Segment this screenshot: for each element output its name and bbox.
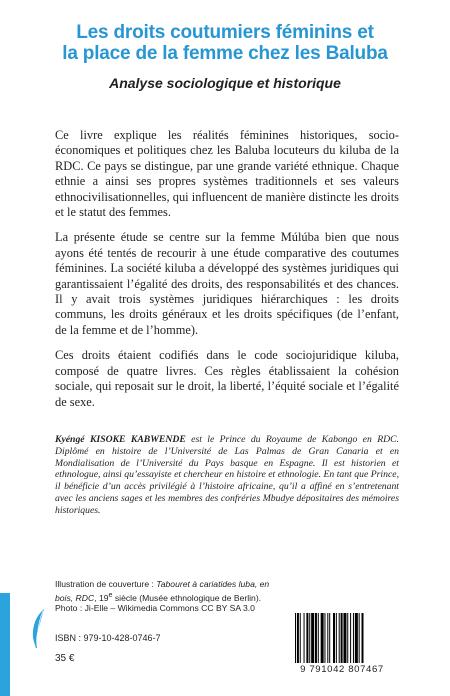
credits-date-sup: e <box>108 590 113 599</box>
book-title-line-2: la place de la femme chez les Baluba <box>62 43 388 64</box>
book-subtitle: Analyse sociologique et historique <box>109 75 341 91</box>
cover-credits <box>55 579 270 614</box>
summary-text <box>55 128 399 420</box>
isbn: ISBN : 979-10-428-0746-7 <box>55 633 161 643</box>
credits-work: Tabouret à cariatides luba, en bois, RDC <box>55 579 270 603</box>
price: 35 € <box>55 653 75 664</box>
summary-paragraph-2: La présente étude se centre sur la femme Múlúba bien que nous ayons été tentés de recourir à une étude comparative des coutumes féminines. La société kiluba a développé des systèmes juridiques qui garantissaient l’égalité des droits, des responsabilités et des chances. Il y avait trois systèmes juridiques hiérarchiques : les droits communs, les droits généraux et les droits spécifiques (de l’enfant, de la femme et de l’homme). <box>55 230 399 337</box>
side-accent-bar <box>0 593 10 696</box>
author-name: Kyéngé KISOKE KABWENDE <box>55 434 186 445</box>
book-title-line-1: Les droits coutumiers féminins et <box>76 22 374 43</box>
author-bio-text: est le Prince du Royaume de Kabongo en RDC. Diplômé en histoire de l’Université de Las Palmas de Gran Canaria et en Mondialisation de l’Université du Pays basque en Espagne. Il est historien et ethnologue, ainsi qu’essayiste et chercheur en histoire et ethnologie. En tant que Prince, il bénéficie d’un accès privilégié à l’histoire africaine, qu’il a affiné en s’entretenant avec les anciens sages et les membres des confréries Mbudye dépositaires des mémoires historiques. <box>55 434 399 516</box>
feather-logo-icon <box>30 608 46 650</box>
author-bio <box>55 434 399 517</box>
book-title <box>40 22 410 64</box>
summary-paragraph-1: Ce livre explique les réalités féminines historiques, socio-économiques et politiques chez les Baluba locuteurs du kiluba de la RDC. Ce pays se distingue, par une grande variété ethnique. Chaque ethnie a ainsi ses propres systèmes traditionnels et ses valeurs ethnocivilisationnelles, qui influencent de manière distincte les droits et le statut des femmes. <box>55 128 399 220</box>
credits-date-prefix: , 19 <box>94 592 109 603</box>
summary-paragraph-3: Ces droits étaient codifiés dans le code sociojuridique kiluba, composé de quatre livres. Ces règles établissaient la cohésion sociale, qui reposait sur le droit, la liberté, l’équité sociale et l’égalité de sexe. <box>55 348 399 409</box>
credits-date-suffix: siècle (Musée ethnologique de Berlin). <box>112 592 262 603</box>
barcode-number: 9 791042 807467 <box>300 664 384 675</box>
credits-photo: Photo : Ji-Elle – Wikimedia Commons CC BY SA 3.0 <box>55 603 255 614</box>
credits-label: Illustration de couverture : <box>55 579 157 589</box>
